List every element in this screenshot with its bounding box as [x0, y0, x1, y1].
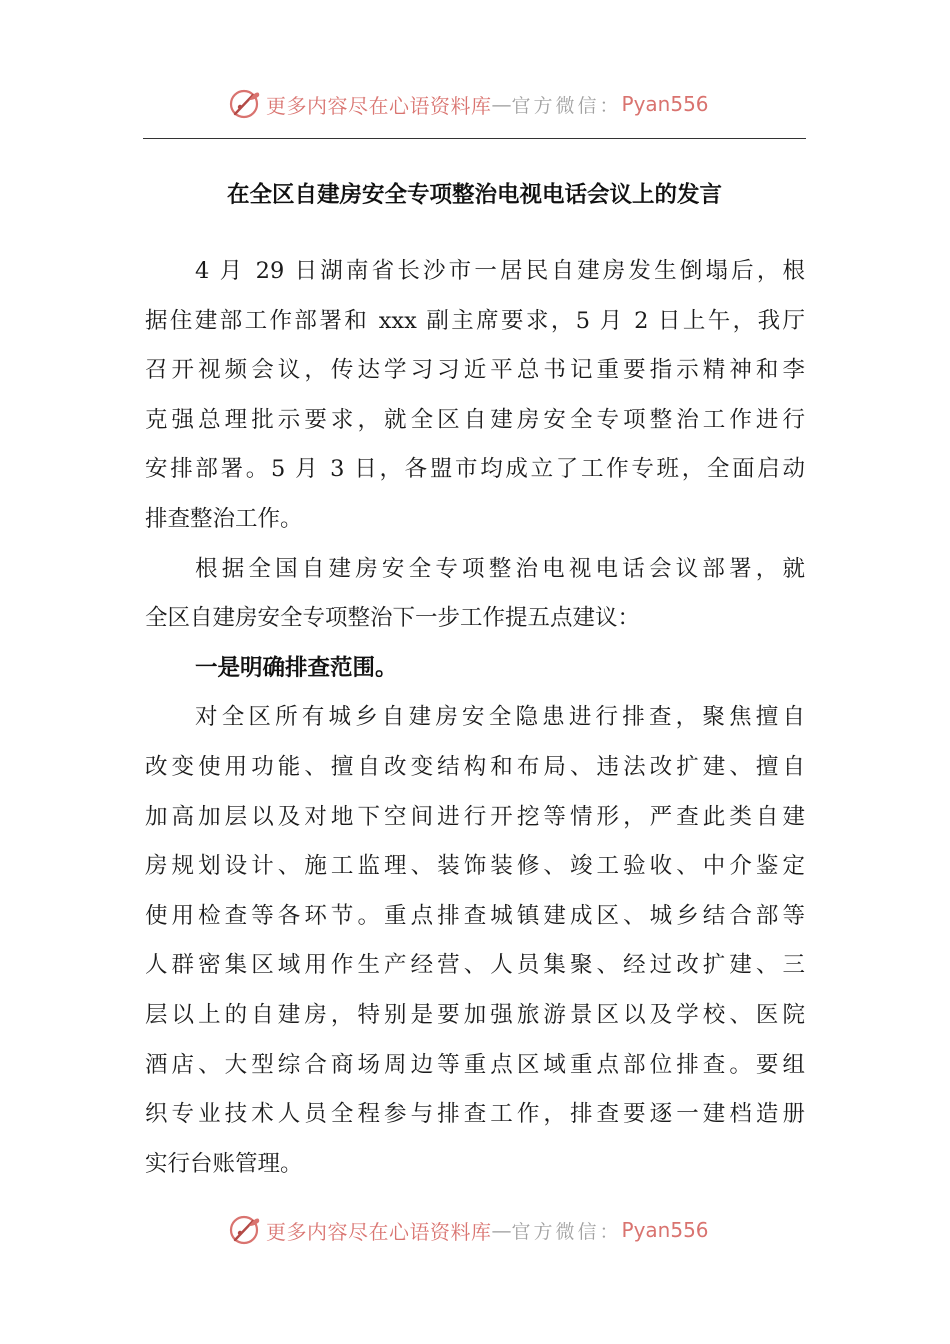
banner-contact-id: Pyan556: [621, 92, 709, 116]
body-line: 改变使用功能、擅自改变结构和布局、违法改扩建、擅自: [145, 753, 805, 780]
body-line: 房规划设计、施工监理、装饰装修、竣工验收、中介鉴定: [145, 853, 805, 880]
body-line: 使用检查等各环节。重点排查城镇建成区、城乡结合部等: [145, 902, 805, 929]
body-line: 层以上的自建房，特别是要加强旅游景区以及学校、医院: [145, 1001, 805, 1028]
section-heading: 一是明确排查范围。: [195, 654, 398, 681]
body-line: 安排部署。5 月 3 日，各盟市均成立了工作专班，全面启动: [145, 456, 805, 483]
banner-dash: —: [491, 92, 512, 116]
body-line: 全区自建房安全专项整治下一步工作提五点建议：: [145, 605, 641, 632]
body-line: 织专业技术人员全程参与排查工作，排查要逐一建档造册: [145, 1101, 805, 1128]
document-body: [145, 247, 805, 1189]
body-line: 人群密集区域用作生产经营、人员集聚、经过改扩建、三: [145, 952, 805, 979]
body-line: 排查整治工作。: [145, 505, 303, 532]
banner-contact-id: Pyan556: [621, 1218, 709, 1242]
quill-logo-icon: [228, 1213, 262, 1247]
body-line: 根据全国自建房安全专项整治电视电话会议部署，就: [195, 555, 805, 582]
banner-site-text: 更多内容尽在心语资料库: [266, 1219, 492, 1244]
banner-dash: —: [491, 1218, 512, 1242]
banner-site-text: 更多内容尽在心语资料库: [266, 93, 492, 118]
banner-contact-label: 官方微信：: [511, 1220, 622, 1243]
quill-logo-icon: [228, 87, 262, 121]
body-line: 4 月 29 日湖南省长沙市一居民自建房发生倒塌后，根: [195, 258, 805, 284]
document-title: 在全区自建房安全专项整治电视电话会议上的发言: [226, 182, 722, 208]
body-line: 据住建部工作部署和 xxx 副主席要求，5 月 2 日上午，我厅: [145, 307, 805, 334]
body-line: 克强总理批示要求，就全区自建房安全专项整治工作进行: [145, 406, 805, 433]
header-banner: [228, 84, 709, 124]
banner-contact-label: 官方微信：: [511, 94, 622, 117]
body-line: 召开视频会议，传达学习习近平总书记重要指示精神和李: [145, 357, 805, 384]
body-line: 加高加层以及对地下空间进行开挖等情形，严查此类自建: [145, 803, 805, 830]
header-divider: [143, 138, 806, 139]
body-line: 酒店、大型综合商场周边等重点区域重点部位排查。要组: [145, 1051, 805, 1078]
footer-banner: [228, 1210, 709, 1250]
body-line: 实行台账管理。: [145, 1150, 303, 1177]
body-line: 对全区所有城乡自建房安全隐患进行排查，聚焦擅自: [195, 704, 805, 731]
